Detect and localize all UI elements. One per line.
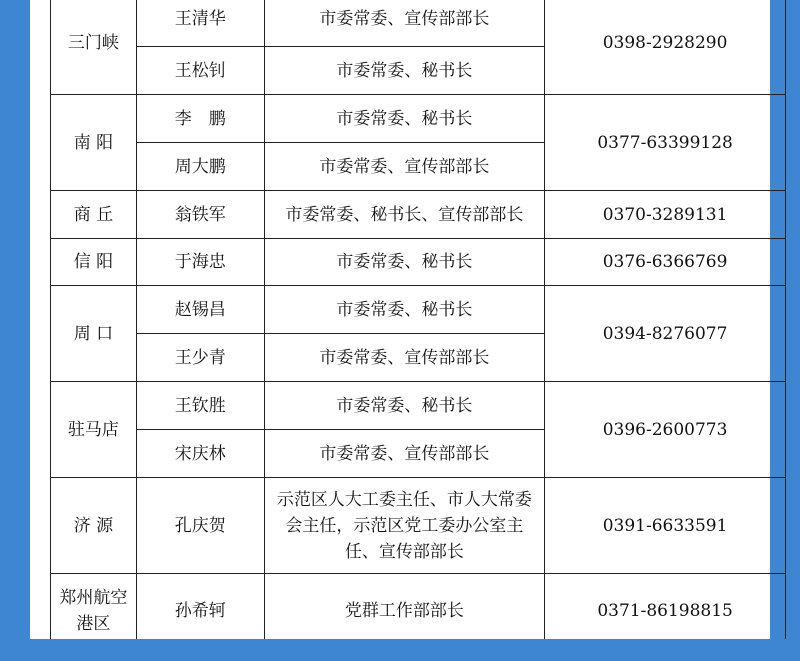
table-row: [51, 382, 786, 430]
title-cell: 市委常委、秘书长、宣传部部长: [264, 191, 545, 239]
bottom-band: [0, 639, 800, 661]
table-row: [51, 95, 786, 143]
title-cell: 市委常委、宣传部部长: [264, 0, 545, 47]
title-cell: 市委常委、宣传部部长: [264, 334, 545, 382]
table-row: [51, 239, 786, 286]
title-cell: 市委常委、秘书长: [264, 47, 545, 95]
title-cell: 市委常委、秘书长: [264, 95, 545, 143]
name-cell: 孙希轲: [136, 574, 264, 648]
document-sheet: [30, 0, 770, 661]
table-row: [51, 0, 786, 47]
phone-cell: 0377-63399128: [545, 95, 786, 191]
name-cell: 王松钊: [136, 47, 264, 95]
city-cell: 三门峡: [51, 0, 137, 95]
title-cell: 市委常委、秘书长: [264, 382, 545, 430]
table-row: [51, 574, 786, 648]
phone-cell: 0394-8276077: [545, 286, 786, 382]
table-row: [51, 478, 786, 574]
city-cell: 周 口: [51, 286, 137, 382]
contact-table: [50, 0, 786, 648]
name-cell: 王钦胜: [136, 382, 264, 430]
city-cell: 商 丘: [51, 191, 137, 239]
table-row: [51, 191, 786, 239]
name-cell: 赵锡昌: [136, 286, 264, 334]
phone-cell: 0391-6633591: [545, 478, 786, 574]
name-cell: 周大鹏: [136, 143, 264, 191]
name-cell: 王清华: [136, 0, 264, 47]
name-cell: 于海忠: [136, 239, 264, 286]
title-cell: 党群工作部部长: [264, 574, 545, 648]
phone-cell: 0370-3289131: [545, 191, 786, 239]
title-cell: 市委常委、秘书长: [264, 239, 545, 286]
title-cell: 示范区人大工委主任、市人大常委会主任，示范区党工委办公室主任、宣传部部长: [264, 478, 545, 574]
name-cell: 孔庆贺: [136, 478, 264, 574]
title-cell: 市委常委、宣传部部长: [264, 143, 545, 191]
name-cell: 翁铁军: [136, 191, 264, 239]
title-cell: 市委常委、宣传部部长: [264, 430, 545, 478]
name-cell: 李 鹏: [136, 95, 264, 143]
phone-cell: 0376-6366769: [545, 239, 786, 286]
city-cell: 南 阳: [51, 95, 137, 191]
city-cell: 驻马店: [51, 382, 137, 478]
city-cell: 信 阳: [51, 239, 137, 286]
phone-cell: 0398-2928290: [545, 0, 786, 95]
city-cell: 济 源: [51, 478, 137, 574]
phone-cell: 0396-2600773: [545, 382, 786, 478]
title-cell: 市委常委、秘书长: [264, 286, 545, 334]
table-row: [51, 286, 786, 334]
phone-cell: 0371-86198815: [545, 574, 786, 648]
city-cell: 郑州航空港区: [51, 574, 137, 648]
name-cell: 宋庆林: [136, 430, 264, 478]
name-cell: 王少青: [136, 334, 264, 382]
